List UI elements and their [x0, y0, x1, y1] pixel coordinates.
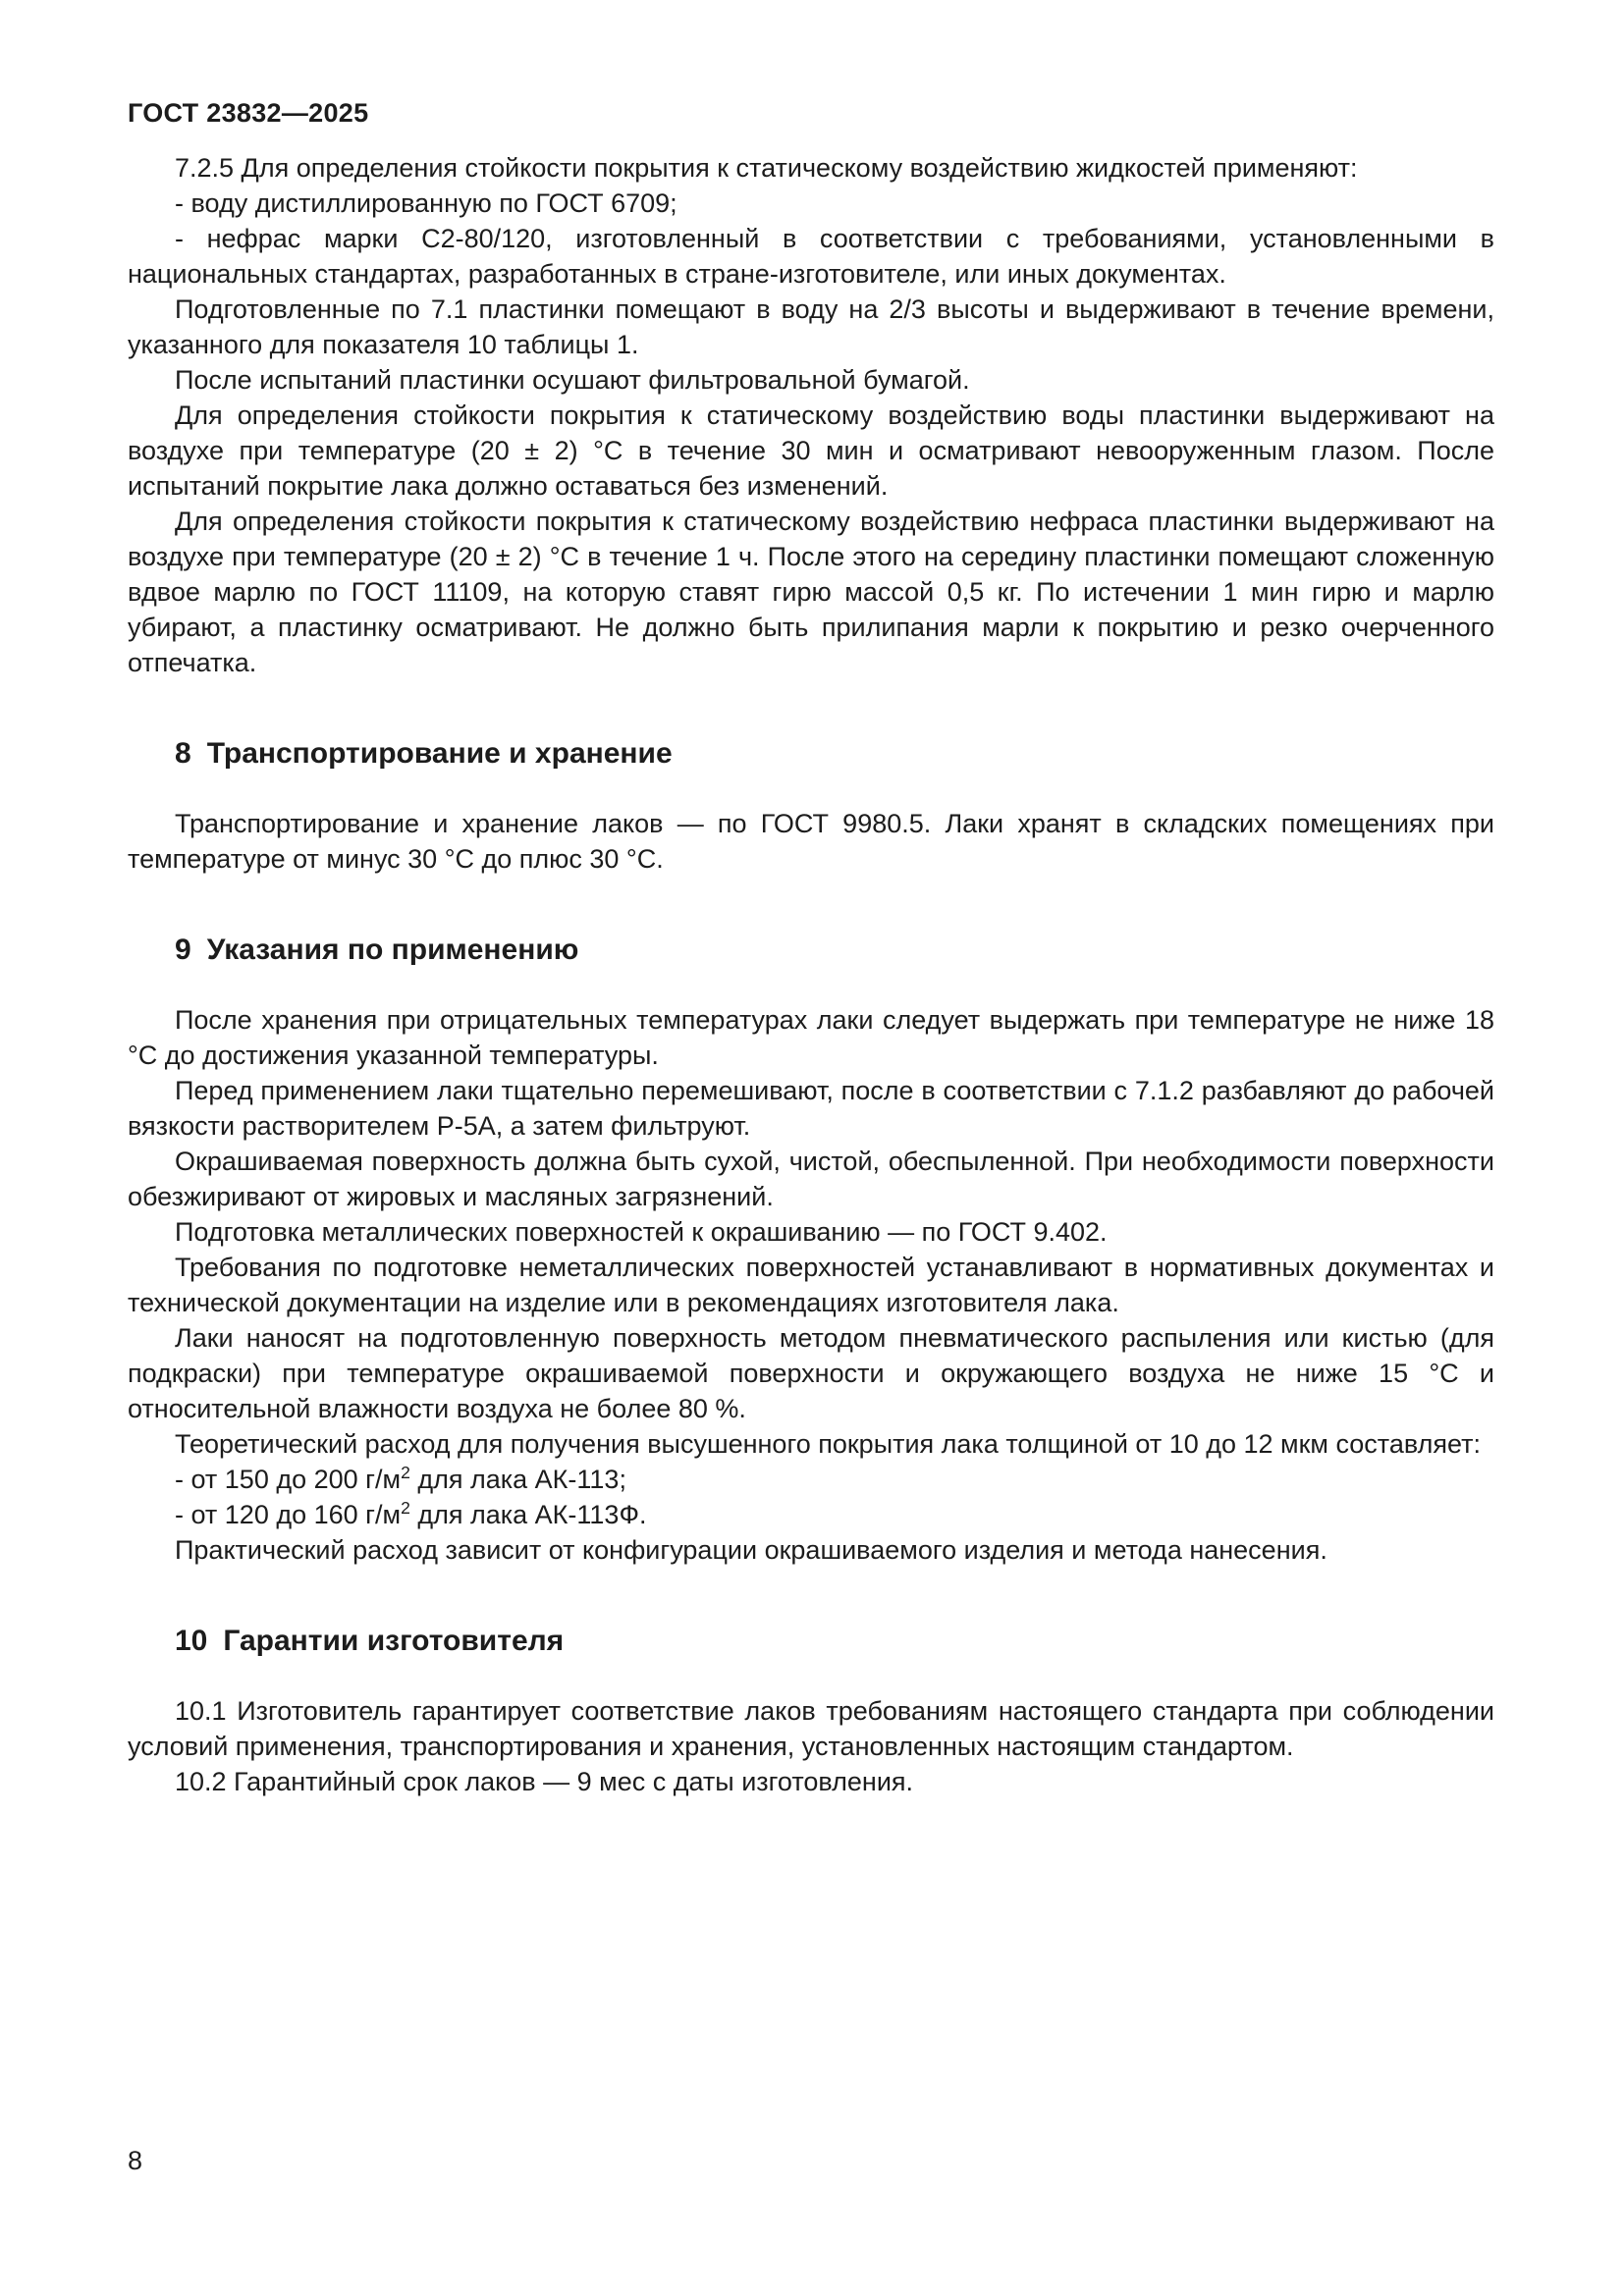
- paragraph: Требования по подготовке неметаллических поверхностей устанавливают в нормативных документах и технической документации на изделие или в рекомендациях изготовителя лака.: [128, 1253, 1494, 1317]
- section-title: Указания по применению: [206, 934, 579, 966]
- paragraph: Подготовленные по 7.1 пластинки помещают в воду на 2/3 высоты и выдерживают в течение времени, указанного для показателя 10 таблицы 1.: [128, 294, 1494, 359]
- section-title: Гарантии изготовителя: [223, 1625, 565, 1657]
- consumption-text: для лака АК-113Ф.: [409, 1500, 647, 1529]
- list-item-consumption-ak113f: [128, 1497, 1494, 1532]
- superscript: 2: [401, 1498, 410, 1518]
- list-item: - воду дистиллированную по ГОСТ 6709;: [175, 188, 677, 218]
- paragraph: Транспортирование и хранение лаков — по ГОСТ 9980.5. Лаки хранят в складских помещениях при температуре от минус 30 °С до плюс 30 °С.: [128, 809, 1494, 874]
- superscript: 2: [401, 1463, 410, 1482]
- section-heading-usage: [128, 934, 1494, 967]
- paragraph: Окрашиваемая поверхность должна быть сухой, чистой, обеспыленной. При необходимости поверхности обезжиривают от жировых и масляных загрязнений.: [128, 1147, 1494, 1211]
- paragraph: 10.1 Изготовитель гарантирует соответствие лаков требованиям настоящего стандарта при соблюдении условий применения, транспортирования и хранения, установленных настоящим стандартом.: [128, 1696, 1494, 1761]
- paragraph: Подготовка металлических поверхностей к окрашиванию — по ГОСТ 9.402.: [175, 1217, 1108, 1247]
- paragraph: Теоретический расход для получения высушенного покрытия лака толщиной от 10 до 12 мкм составляет:: [175, 1429, 1481, 1459]
- page-number: 8: [128, 2146, 143, 2175]
- list-item: - нефрас марки С2-80/120, изготовленный в соответствии с требованиями, установленными в национальных стандартах, разработанных в стране-изготовителе, или иных документах.: [128, 224, 1494, 289]
- paragraph: Для определения стойкости покрытия к статическому воздействию нефраса пластинки выдерживают на воздухе при температуре (20 ± 2) °С в течение 1 ч. После этого на середину пластинки помещают сложенную вдвое марлю по ГОСТ 11109, на которую ставят гирю массой 0,5 кг. По истечении 1 мин гирю и марлю убирают, а пластинку осматривают. Не должно быть прилипания марли к покрытию и резко очерченного отпечатка.: [128, 507, 1494, 677]
- section-number: 8: [175, 737, 191, 770]
- list-item-consumption-ak113: [128, 1462, 1494, 1497]
- document-header: ГОСТ 23832—2025: [128, 98, 369, 128]
- consumption-text: для лака АК-113;: [409, 1465, 626, 1494]
- paragraph: 7.2.5 Для определения стойкости покрытия к статическому воздействию жидкостей применяют:: [175, 153, 1358, 183]
- section-number: 9: [175, 934, 191, 966]
- paragraph: 10.2 Гарантийный срок лаков — 9 мес с даты изготовления.: [175, 1767, 914, 1796]
- paragraph: После хранения при отрицательных температурах лаки следует выдержать при температуре не ниже 18 °С до достижения указанной температуры.: [128, 1005, 1494, 1070]
- paragraph: Лаки наносят на подготовленную поверхность методом пневматического распыления или кистью (для подкраски) при температуре окрашиваемой поверхности и окружающего воздуха не ниже 15 °С и относительной влажности воздуха не более 80 %.: [128, 1323, 1494, 1423]
- paragraph: Перед применением лаки тщательно перемешивают, после в соответствии с 7.1.2 разбавляют до рабочей вязкости растворителем Р-5А, а затем фильтруют.: [128, 1076, 1494, 1141]
- paragraph: Для определения стойкости покрытия к статическому воздействию воды пластинки выдерживают на воздухе при температуре (20 ± 2) °С в течение 30 мин и осматривают невооруженным глазом. После испытаний покрытие лака должно оставаться без изменений.: [128, 400, 1494, 501]
- paragraph: Практический расход зависит от конфигурации окрашиваемого изделия и метода нанесения.: [175, 1535, 1327, 1565]
- section-heading-transport: [128, 737, 1494, 771]
- section-title: Транспортирование и хранение: [206, 737, 673, 770]
- paragraph: После испытаний пластинки осушают фильтровальной бумагой.: [175, 365, 970, 395]
- consumption-text: - от 150 до 200 г/м: [175, 1465, 402, 1494]
- section-number: 10: [175, 1625, 208, 1657]
- section-heading-warranty: [128, 1625, 1494, 1658]
- consumption-text: - от 120 до 160 г/м: [175, 1500, 402, 1529]
